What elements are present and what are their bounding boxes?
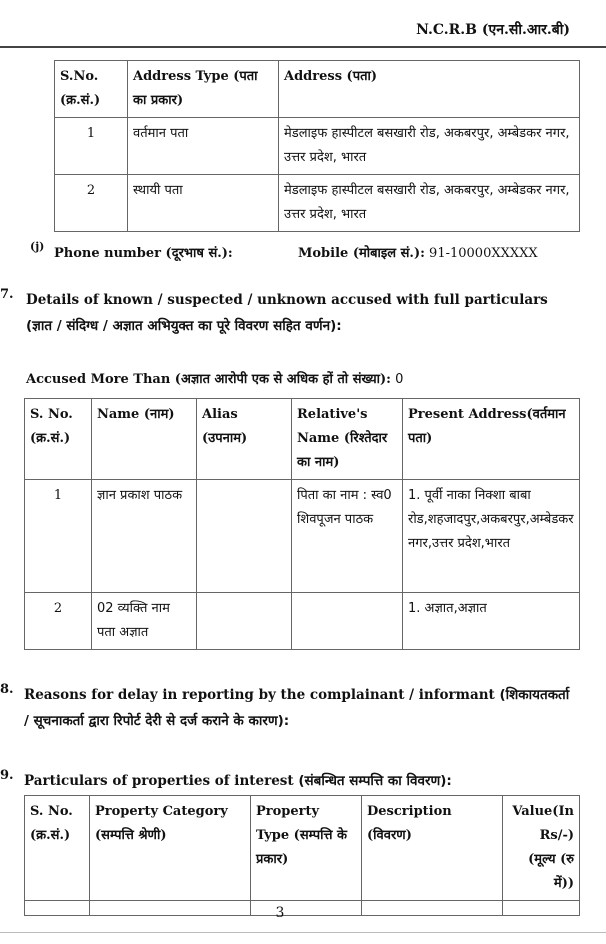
cell-sno: 2 [55, 175, 128, 232]
table-row [55, 175, 580, 232]
phone-marker: (j) [30, 240, 45, 253]
section-7-title [26, 287, 574, 339]
section-8-title [24, 682, 574, 734]
section-8-title-en: Reasons for delay in reporting by the complainant / informant [24, 687, 495, 703]
cell-alias [197, 593, 292, 650]
cell-name: 02 व्यक्ति नाम पता अज्ञात [92, 593, 197, 650]
cell-alias [197, 480, 292, 593]
property-table-header-row [25, 796, 580, 901]
header-relative: Relative's Name (रिश्तेदार का नाम) [292, 399, 403, 480]
section-7-title-en: Details of known / suspected / unknown accused with full particulars [26, 292, 548, 308]
section-9-title [24, 768, 574, 794]
property-table [24, 795, 580, 916]
phone-label: Phone number (दूरभाष सं.): [54, 246, 233, 261]
accused-table [24, 398, 580, 650]
accused-more-value: 0 [395, 372, 404, 387]
header-name: Name (नाम) [92, 399, 197, 480]
cell-present-address: 1. अज्ञात,अज्ञात [403, 593, 580, 650]
section-7-title-hi: (ज्ञात / संदिग्ध / अज्ञात अभियुक्त का पूरे विवरण सहित वर्णन): [26, 318, 342, 334]
cell-address: मेडलाइफ हास्पीटल बसखारी रोड, अकबरपुर, अम्बेडकर नगर, उत्तर प्रदेश, भारत [279, 175, 580, 232]
table-row [25, 593, 580, 650]
cell-relative [292, 593, 403, 650]
cell-address-type: स्थायी पता [128, 175, 279, 232]
header-sno: S. No. (क्र.सं.) [25, 796, 90, 901]
address-table-header-row [55, 61, 580, 118]
header-sno: S. No. (क्र.सं.) [25, 399, 92, 480]
header-alias: Alias (उपनाम) [197, 399, 292, 480]
section-9-title-hi: (संबन्धित सम्पत्ति का विवरण): [298, 773, 452, 789]
table-row [25, 480, 580, 593]
cell-present-address: 1. पूर्वी नाका निक्शा बाबा रोड,शहजादपुर,अकबरपुर,अम्बेडकर नगर,उत्तर प्रदेश,भारत [403, 480, 580, 593]
header-address: Address (पता) [279, 61, 580, 118]
cell-sno: 2 [25, 593, 92, 650]
table-row [55, 118, 580, 175]
header-sno: S.No. (क्र.सं.) [55, 61, 128, 118]
header-present-address: Present Address(वर्तमान पता) [403, 399, 580, 480]
page-number: 3 [275, 905, 285, 921]
header-description: Description (विवरण) [362, 796, 503, 901]
header-property-category: Property Category (सम्पत्ति श्रेणी) [90, 796, 251, 901]
bottom-rule [0, 932, 606, 933]
cell-relative: पिता का नाम : स्व0 शिवपूजन पाठक [292, 480, 403, 593]
cell-address: मेडलाइफ हास्पीटल बसखारी रोड, अकबरपुर, अम्बेडकर नगर, उत्तर प्रदेश, भारत [279, 118, 580, 175]
mobile-line [298, 243, 538, 261]
ncrb-header: N.C.R.B (एन.सी.आर.बी) [416, 22, 570, 38]
section-9-number: 9. [0, 768, 14, 783]
header-value: Value(In Rs/-) (मूल्य (रु में)) [503, 796, 580, 901]
mobile-label: Mobile (मोबाइल सं.): [298, 246, 425, 261]
top-rule [0, 46, 606, 48]
mobile-value: 91-10000XXXXX [429, 246, 538, 261]
cell-sno: 1 [55, 118, 128, 175]
section-8-number: 8. [0, 682, 14, 697]
address-table [54, 60, 580, 232]
header-address-type: Address Type (पता का प्रकार) [128, 61, 279, 118]
cell-sno: 1 [25, 480, 92, 593]
accused-table-header-row [25, 399, 580, 480]
accused-more-label: Accused More Than (अज्ञात आरोपी एक से अधिक हों तो संख्या): [26, 372, 391, 387]
section-7-number: 7. [0, 287, 14, 302]
section-8-title-hi: (शिकायतकर्ता / सूचनाकर्ता द्वारा रिपोर्ट देरी से दर्ज कराने के कारण): [24, 687, 570, 729]
accused-more-line [26, 369, 403, 387]
header-property-type: Property Type (सम्पत्ति के प्रकार) [251, 796, 362, 901]
cell-name: ज्ञान प्रकाश पाठक [92, 480, 197, 593]
cell-address-type: वर्तमान पता [128, 118, 279, 175]
section-9-title-en: Particulars of properties of interest [24, 773, 294, 789]
